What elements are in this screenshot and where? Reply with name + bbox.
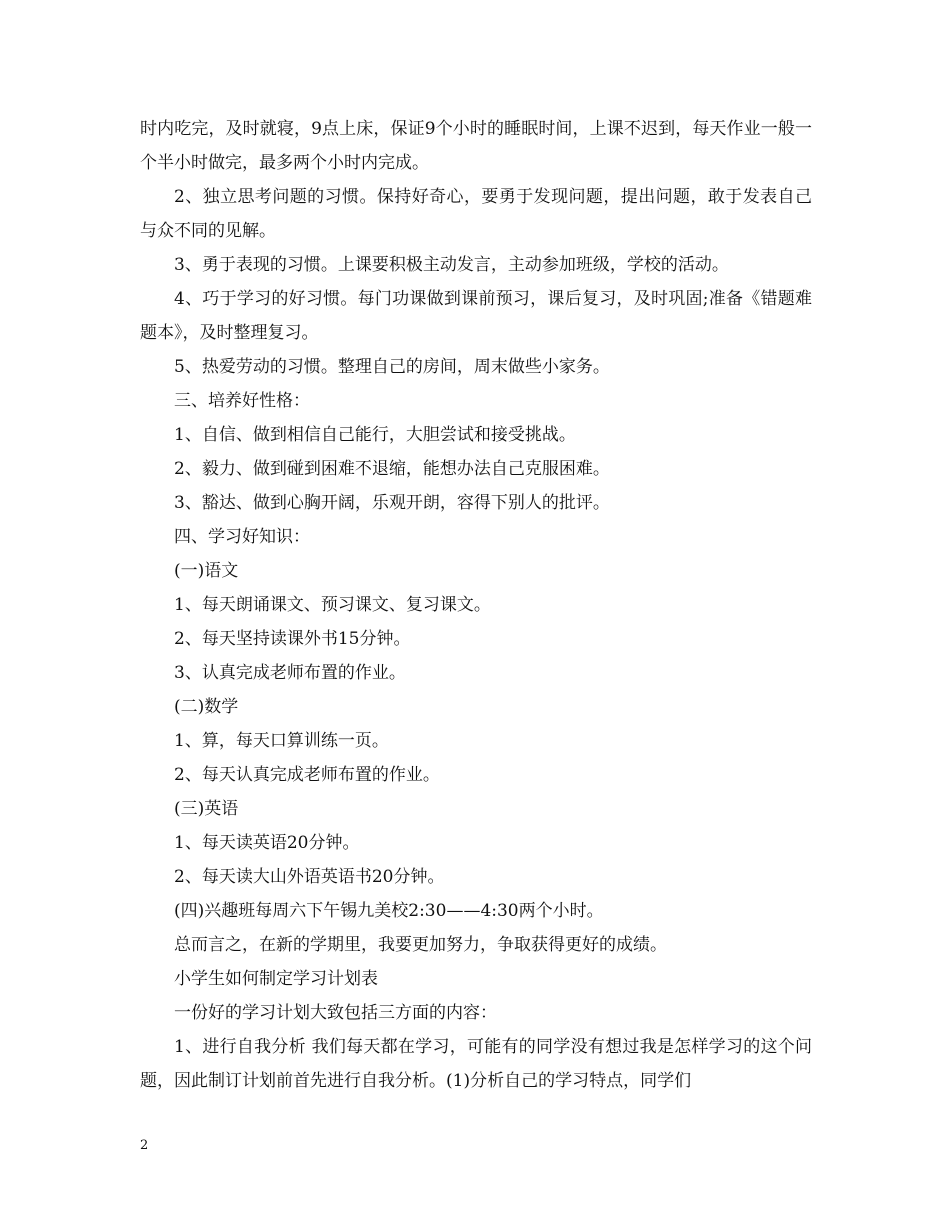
paragraph: (四)兴趣班每周六下午锡九美校2:30——4:30两个小时。: [174, 901, 604, 921]
paragraph: 小学生如何制定学习计划表: [174, 969, 378, 989]
paragraph: 2、每天认真完成老师布置的作业。: [174, 765, 440, 785]
paragraph: (三)英语: [174, 799, 239, 819]
paragraph: 5、热爱劳动的习惯。整理自己的房间，周末做些小家务。: [174, 357, 610, 377]
paragraph: 2、每天读大山外语英语书20分钟。: [174, 867, 445, 887]
page-number: 2: [140, 1138, 149, 1153]
paragraph: 3、勇于表现的习惯。上课要积极主动发言，主动参加班级，学校的活动。: [174, 255, 729, 275]
paragraph: 1、每天朗诵课文、预习课文、复习课文。: [174, 595, 491, 615]
paragraph: (一)语文: [174, 561, 239, 581]
paragraph: 1、算，每天口算训练一页。: [174, 731, 389, 751]
paragraph: 1、自信、做到相信自己能行，大胆尝试和接受挑战。: [174, 425, 576, 445]
paragraph: 1、进行自我分析 我们每天都在学习，可能有的同学没有想过我是怎样学习的这个问题，因此制订计划前首先进行自我分析。(1)分析自己的学习特点，同学们: [140, 1037, 812, 1091]
paragraph: 三、培养好性格：: [174, 391, 310, 411]
paragraph: 2、每天坚持读课外书15分钟。: [174, 629, 411, 649]
paragraph: 四、学习好知识：: [174, 527, 310, 547]
paragraph: 2、毅力、做到碰到困难不退缩，能想办法自己克服困难。: [174, 459, 610, 479]
paragraph: 一份好的学习计划大致包括三方面的内容：: [174, 1003, 497, 1023]
paragraph: 1、每天读英语20分钟。: [174, 833, 360, 853]
paragraph: (二)数学: [174, 697, 239, 717]
paragraph: 3、豁达、做到心胸开阔，乐观开朗，容得下别人的批评。: [174, 493, 610, 513]
paragraph: 2、独立思考问题的习惯。保持好奇心，要勇于发现问题，提出问题，敢于发表自己与众不同的见解。: [140, 187, 812, 241]
paragraph: 时内吃完，及时就寝，9点上床，保证9个小时的睡眠时间，上课不迟到，每天作业一般一个半小时做完，最多两个小时内完成。: [140, 119, 812, 173]
paragraph: 总而言之，在新的学期里，我要更加努力，争取获得更好的成绩。: [174, 935, 667, 955]
paragraph: 4、巧于学习的好习惯。每门功课做到课前预习，课后复习，及时巩固;准备《错题难题本》，及时整理复习。: [140, 289, 812, 343]
paragraph: 3、认真完成老师布置的作业。: [174, 663, 406, 683]
document-body: [140, 112, 812, 1098]
